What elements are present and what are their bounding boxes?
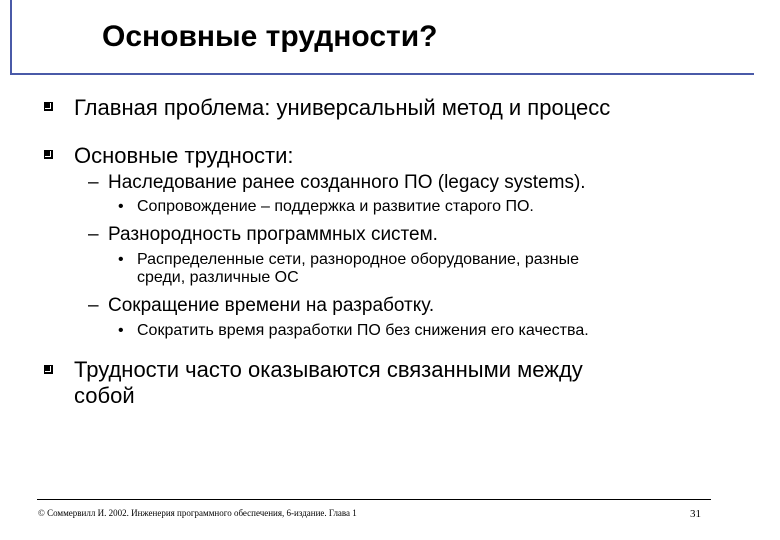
dash-bullet-icon: – xyxy=(88,172,99,193)
title-frame-bottom-rule xyxy=(10,73,754,75)
square-bullet-icon xyxy=(44,150,53,159)
item-reduce-dev-time: Сократить время разработки ПО без снижения его качества. xyxy=(137,322,589,339)
title-frame-left-rule xyxy=(10,0,12,75)
sub-legacy-systems: Наследование ранее созданного ПО (legacy systems). xyxy=(108,172,586,193)
item-distributed-networks-line2: среди, различные ОС xyxy=(137,269,299,286)
page-number: 31 xyxy=(690,508,701,520)
sub-heterogeneity: Разнородность программных систем. xyxy=(108,224,438,245)
item-distributed-networks-line1: Распределенные сети, разнородное оборудование, разные xyxy=(137,251,580,268)
dash-bullet-icon: – xyxy=(88,295,99,316)
item-maintenance: Сопровождение – поддержка и развитие старого ПО. xyxy=(137,198,534,215)
sub-time-reduction: Сокращение времени на разработку. xyxy=(108,295,435,316)
bullet-main-difficulties: Основные трудности: xyxy=(74,143,294,168)
slide-title: Основные трудности? xyxy=(102,20,438,53)
dot-bullet-icon: • xyxy=(118,251,124,268)
bullet-interrelated-line2: собой xyxy=(74,383,135,408)
footer-rule xyxy=(37,499,711,500)
dot-bullet-icon: • xyxy=(118,198,124,215)
bullet-main-problem: Главная проблема: универсальный метод и процесс xyxy=(74,95,611,120)
footer-copyright: © Соммервилл И. 2002. Инженерия программного обеспечения, 6-издание. Глава 1 xyxy=(38,508,357,518)
dash-bullet-icon: – xyxy=(88,224,99,245)
square-bullet-icon xyxy=(44,365,53,374)
dot-bullet-icon: • xyxy=(118,322,124,339)
square-bullet-icon xyxy=(44,102,53,111)
bullet-interrelated-line1: Трудности часто оказываются связанными между xyxy=(74,357,583,382)
